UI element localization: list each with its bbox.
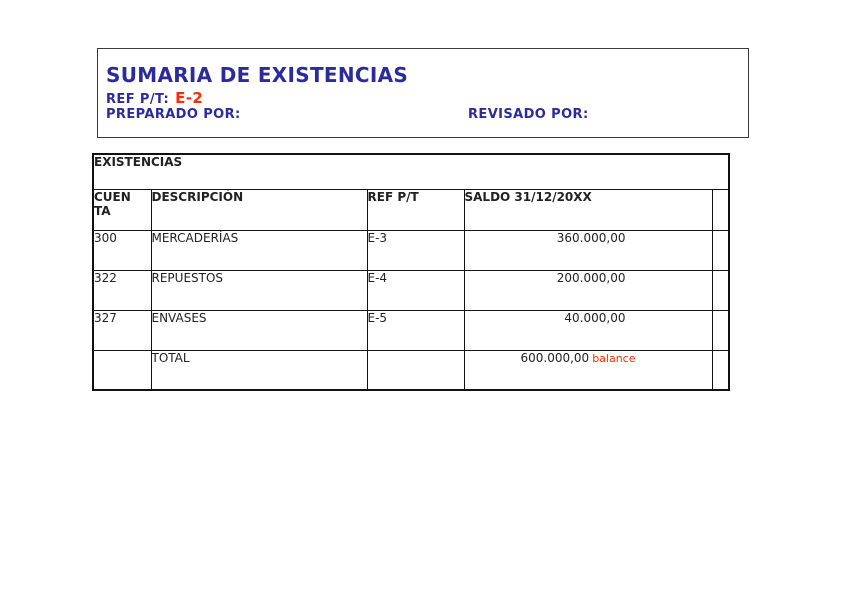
cell-cuenta-empty [93, 350, 151, 390]
cell-blank [712, 270, 729, 310]
cell-descripcion: MERCADERÍAS [151, 230, 367, 270]
cell-cuenta: 300 [93, 230, 151, 270]
document-title: SUMARIA DE EXISTENCIAS [106, 63, 409, 87]
cell-blank [712, 310, 729, 350]
col-header-saldo: SALDO 31/12/20XX [464, 189, 712, 230]
cell-ref: E-3 [367, 230, 464, 270]
cell-saldo: 40.000,00 [464, 310, 712, 350]
header-row [93, 189, 729, 230]
cell-saldo: 200.000,00 [464, 270, 712, 310]
ref-label: REF P/T: [106, 92, 170, 107]
balance-tag: balance [592, 351, 636, 365]
ref-value: E-2 [175, 89, 204, 107]
total-label: TOTAL [151, 350, 367, 390]
table-row [93, 270, 729, 310]
total-row [93, 350, 729, 390]
cell-blank [712, 350, 729, 390]
cell-ref: E-5 [367, 310, 464, 350]
prepared-by-label: PREPARADO POR: [106, 107, 241, 122]
table-row [93, 310, 729, 350]
total-value: 600.000,00 [520, 350, 590, 365]
col-header-descripcion: DESCRIPCIÓN [151, 189, 367, 230]
section-row [93, 154, 729, 189]
col-header-cuenta: CUEN TA [93, 189, 151, 230]
cell-ref: E-4 [367, 270, 464, 310]
cell-cuenta: 327 [93, 310, 151, 350]
cell-ref-empty [367, 350, 464, 390]
col-header-blank [712, 189, 729, 230]
cell-saldo: 360.000,00 [464, 230, 712, 270]
ref-line [106, 89, 203, 107]
total-saldo [464, 350, 712, 390]
section-title: EXISTENCIAS [93, 154, 729, 189]
cell-descripcion: ENVASES [151, 310, 367, 350]
inventory-table [92, 153, 730, 391]
cell-descripcion: REPUESTOS [151, 270, 367, 310]
table-row [93, 230, 729, 270]
reviewed-by-label: REVISADO POR: [468, 107, 589, 122]
cell-blank [712, 230, 729, 270]
header-box [97, 48, 749, 138]
col-header-ref: REF P/T [367, 189, 464, 230]
cell-cuenta: 322 [93, 270, 151, 310]
